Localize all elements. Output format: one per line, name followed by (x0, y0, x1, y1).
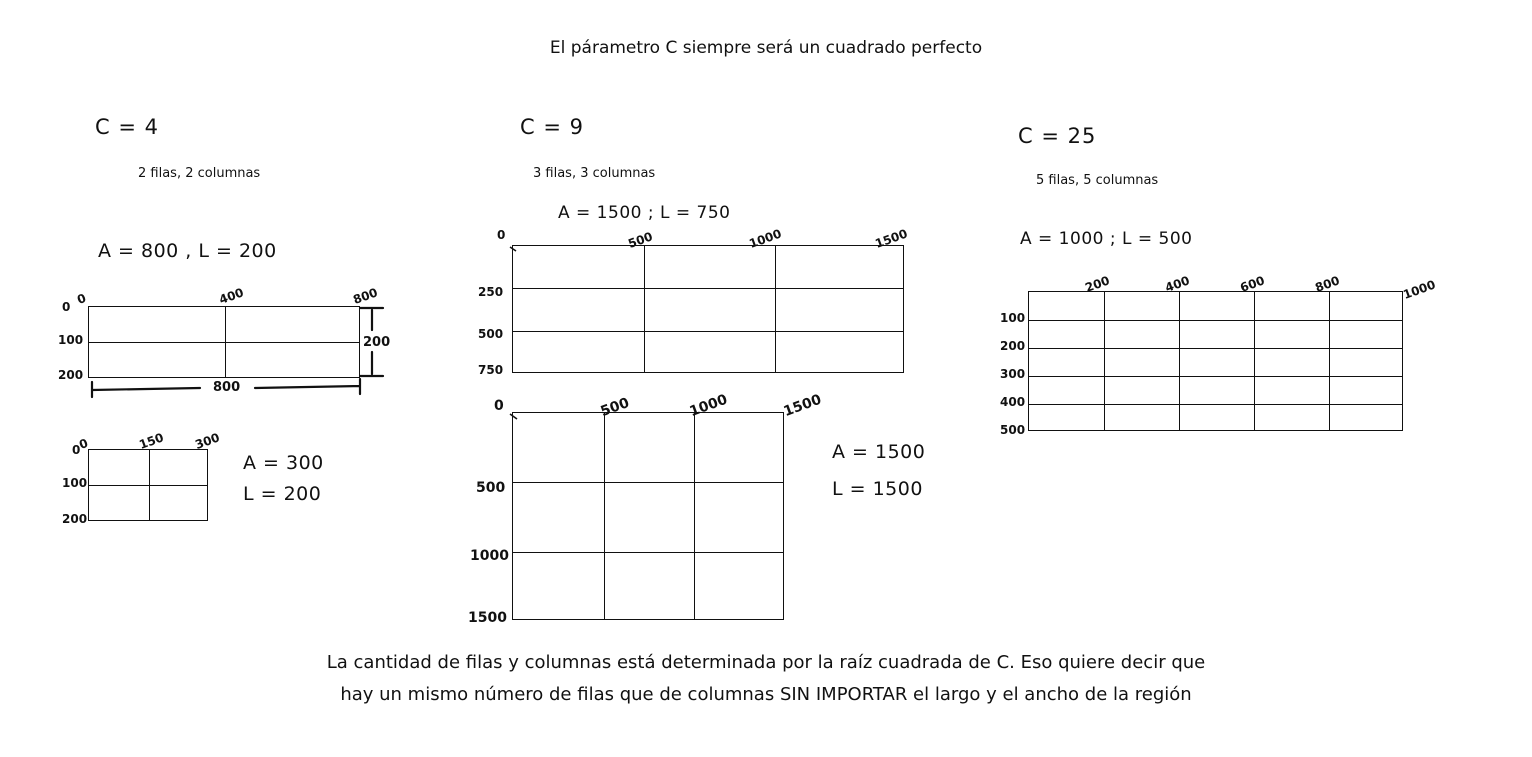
xtick-c4-ex2-2: 300 (193, 430, 222, 452)
grid-vline (604, 413, 605, 619)
xtick-c9-ex1-0: 0 (497, 228, 506, 242)
grid-c9-ex2 (512, 412, 784, 620)
formula-c4-ex1: A = 800 , L = 200 (98, 240, 277, 262)
ytick-c9-ex1-2: 500 (478, 327, 504, 341)
grid-c4-ex1 (88, 306, 360, 378)
ytick-c4-ex1-2: 200 (58, 368, 84, 382)
grid-vline (149, 450, 150, 520)
xtick-c9-ex2-1: 500 (598, 394, 632, 420)
section-label-c25: C = 25 (1018, 124, 1097, 148)
section-sub-c9: 3 filas, 3 columnas (533, 166, 656, 181)
xtick-c4-ex2-0: 0 (77, 435, 90, 452)
xtick-c4-ex1-2: 800 (351, 285, 380, 307)
formula-a-c4-ex2: A = 300 (243, 452, 324, 474)
grid-vline (225, 307, 226, 377)
grid-vline (1179, 292, 1180, 430)
formula-a-c9-ex2: A = 1500 (832, 441, 926, 463)
xtick-c9-ex1-1: 500 (626, 229, 655, 251)
ytick-c9-ex1-3: 750 (478, 363, 504, 377)
formula-c25-ex1: A = 1000 ; L = 500 (1020, 229, 1193, 249)
ytick-c4-ex1-0: 0 (62, 300, 71, 314)
xtick-c9-ex1-3: 1500 (873, 226, 910, 251)
ytick-c9-ex2-1: 500 (476, 480, 506, 496)
grid-vline (1329, 292, 1330, 430)
grid-vline (1104, 292, 1105, 430)
width-label-c4-ex1: 800 (213, 380, 241, 395)
grid-c4-ex2 (88, 449, 208, 521)
section-label-c9: C = 9 (520, 115, 584, 139)
grid-hline (89, 485, 207, 486)
grid-hline (513, 288, 903, 289)
ytick-c25-0: 100 (1000, 311, 1026, 325)
ytick-c9-ex1-1: 250 (478, 285, 504, 299)
footer-line-2: hay un mismo número de filas que de columnas SIN IMPORTAR el largo y el ancho de la región (340, 684, 1192, 705)
xtick-c4-ex2-1: 150 (137, 430, 166, 452)
ytick-c25-4: 500 (1000, 423, 1026, 437)
height-label-c4-ex1: 200 (363, 335, 391, 350)
formula-c9-ex1: A = 1500 ; L = 750 (558, 203, 731, 223)
grid-hline (513, 331, 903, 332)
formula-l-c9-ex2: L = 1500 (832, 478, 923, 500)
grid-vline (694, 413, 695, 619)
ytick-c9-ex2-3: 1500 (468, 610, 507, 626)
xtick-c25-2: 600 (1238, 273, 1267, 295)
ytick-c9-ex2-2: 1000 (470, 548, 509, 564)
page-title: El párametro C siempre será un cuadrado perfecto (549, 38, 983, 58)
xtick-c25-3: 800 (1313, 273, 1342, 295)
xtick-c4-ex1-1: 400 (217, 285, 246, 307)
section-sub-c4: 2 filas, 2 columnas (138, 166, 261, 181)
grid-hline (1029, 404, 1402, 405)
section-label-c4: C = 4 (95, 115, 159, 139)
xtick-c9-ex2-2: 1000 (687, 391, 730, 420)
xtick-c25-1: 400 (1163, 273, 1192, 295)
xtick-c9-ex2-3: 1500 (781, 391, 824, 420)
ytick-c4-ex2-0: 0 (72, 443, 81, 457)
xtick-c4-ex1-0: 0 (75, 290, 88, 307)
xtick-c9-ex1-2: 1000 (747, 226, 784, 251)
grid-vline (1254, 292, 1255, 430)
formula-l-c4-ex2: L = 200 (243, 483, 322, 505)
grid-hline (89, 342, 359, 343)
grid-hline (1029, 320, 1402, 321)
grid-hline (1029, 348, 1402, 349)
grid-hline (513, 552, 783, 553)
ytick-c25-1: 200 (1000, 339, 1026, 353)
footer-line-1: La cantidad de filas y columnas está determinada por la raíz cuadrada de C. Eso quiere decir que (326, 652, 1206, 673)
ytick-c4-ex2-2: 200 (62, 512, 88, 526)
grid-vline (775, 246, 776, 372)
ytick-c25-2: 300 (1000, 367, 1026, 381)
grid-hline (513, 482, 783, 483)
ytick-c4-ex1-1: 100 (58, 333, 84, 347)
xtick-c25-4: 1000 (1401, 277, 1438, 302)
grid-c25-ex1 (1028, 291, 1403, 431)
grid-hline (1029, 376, 1402, 377)
grid-vline (644, 246, 645, 372)
section-sub-c25: 5 filas, 5 columnas (1036, 173, 1159, 188)
ytick-c4-ex2-1: 100 (62, 476, 88, 490)
xtick-c9-ex2-0: 0 (494, 398, 504, 414)
grid-c9-ex1 (512, 245, 904, 373)
ytick-c25-3: 400 (1000, 395, 1026, 409)
xtick-c25-0: 200 (1083, 273, 1112, 295)
